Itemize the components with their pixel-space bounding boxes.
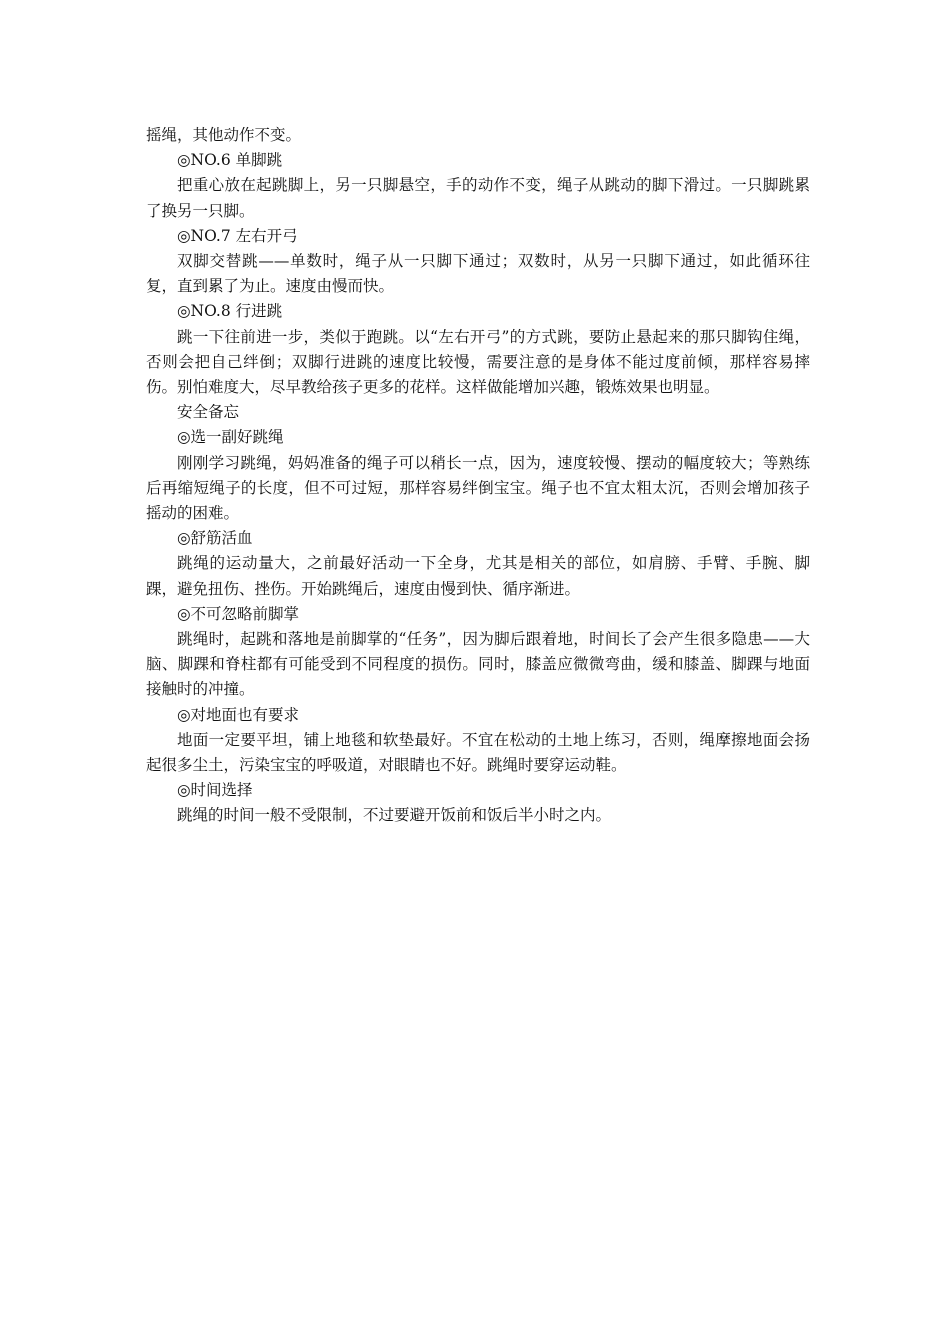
paragraph: 摇绳，其他动作不变。 xyxy=(146,126,302,144)
section-heading: ◎NO.6 单脚跳 xyxy=(177,151,283,170)
document-page xyxy=(146,123,810,829)
section-heading: ◎舒筋活血 xyxy=(177,529,253,548)
paragraph: 跳绳时，起跳和落地是前脚掌的“任务”，因为脚后跟着地，时间长了会产生很多隐患——大脑、脚踝和脊柱都有可能受到不同程度的损伤。同时，膝盖应微微弯曲，缓和膝盖、脚踝与地面接触时的冲撞。 xyxy=(146,630,810,699)
section-heading: ◎时间选择 xyxy=(177,781,253,800)
section-heading: ◎对地面也有要求 xyxy=(177,705,300,724)
section-title: 安全备忘 xyxy=(177,403,240,422)
section-heading: ◎选一副好跳绳 xyxy=(177,428,284,447)
paragraph: 地面一定要平坦，铺上地毯和软垫最好。不宜在松动的土地上练习，否则，绳摩擦地面会扬起很多尘土，污染宝宝的呼吸道，对眼睛也不好。跳绳时要穿运动鞋。 xyxy=(146,730,810,775)
paragraph: 刚刚学习跳绳，妈妈准备的绳子可以稍长一点，因为，速度较慢、摆动的幅度较大；等熟练后再缩短绳子的长度，但不可过短，那样容易绊倒宝宝。绳子也不宜太粗太沉，否则会增加孩子摇动的困难。 xyxy=(146,453,810,523)
paragraph: 跳绳的时间一般不受限制，不过要避开饭前和饭后半小时之内。 xyxy=(177,806,612,825)
section-heading: ◎NO.7 左右开弓 xyxy=(177,226,298,245)
paragraph: 跳一下往前进一步，类似于跑跳。以“左右开弓”的方式跳，要防止悬起来的那只脚钩住绳，否则会把自己绊倒；双脚行进跳的速度比较慢，需要注意的是身体不能过度前倾，那样容易摔伤。别怕难度大，尽早教给孩子更多的花样。这样做能增加兴趣，锻炼效果也明显。 xyxy=(146,327,810,397)
section-heading: ◎不可忽略前脚掌 xyxy=(177,604,300,623)
paragraph: 把重心放在起跳脚上，另一只脚悬空，手的动作不变，绳子从跳动的脚下滑过。一只脚跳累了换另一只脚。 xyxy=(146,176,810,220)
paragraph: 跳绳的运动量大，之前最好活动一下全身，尤其是相关的部位，如肩膀、手臂、手腕、脚踝，避免扭伤、挫伤。开始跳绳后，速度由慢到快、循序渐进。 xyxy=(146,554,810,598)
paragraph: 双脚交替跳——单数时，绳子从一只脚下通过；双数时，从另一只脚下通过，如此循环往复，直到累了为止。速度由慢而快。 xyxy=(146,252,810,296)
section-heading: ◎NO.8 行进跳 xyxy=(177,302,283,321)
